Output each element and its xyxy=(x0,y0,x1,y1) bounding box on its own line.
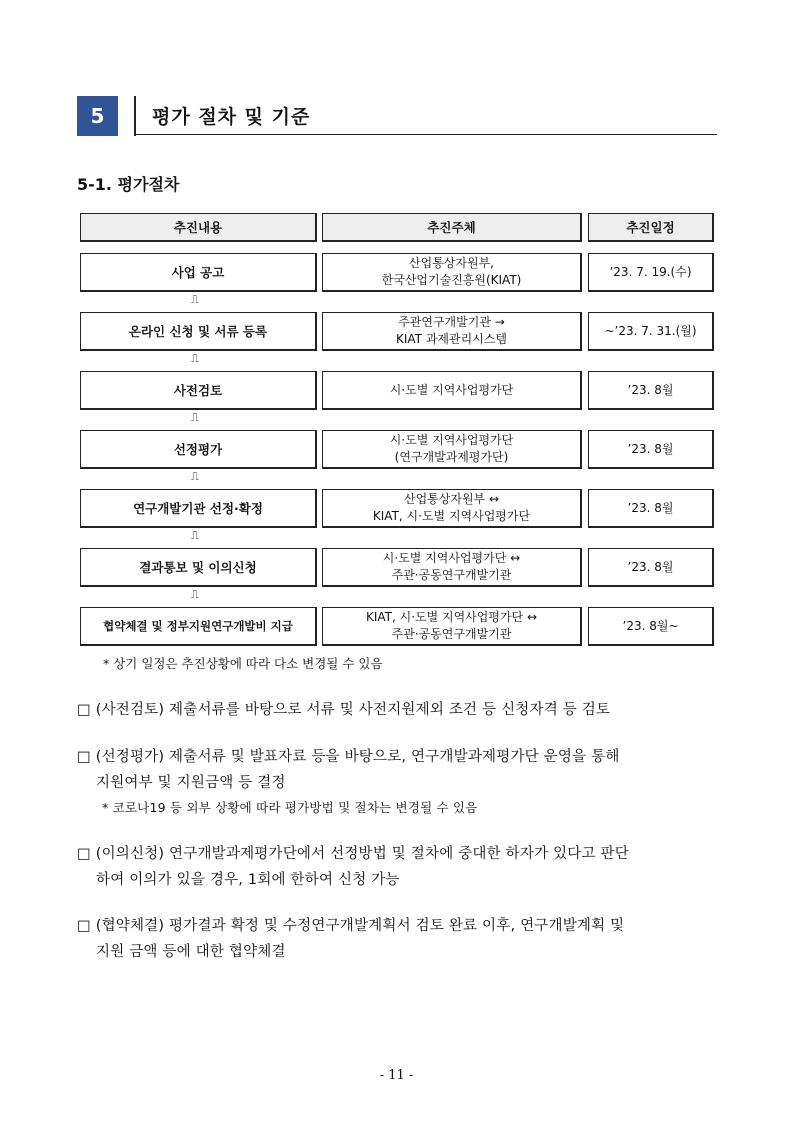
step-agent-3-line-1: 시·도별 지역사업평가단 xyxy=(389,382,514,397)
paragraph-note: * 코로나19 등 외부 상황에 따라 평가방법 및 절차는 변경될 수 있음 xyxy=(102,800,478,815)
step-content-2: 온라인 신청 및 서류 등록 xyxy=(80,312,317,351)
step-agent-3 xyxy=(322,371,582,410)
flow-arrow-icon: ⎍ xyxy=(191,293,199,306)
step-agent-4-line-1: 시·도별 지역사업평가단 xyxy=(389,433,514,447)
step-agent-1-line-2: 한국산업기술진흥원(KIAT) xyxy=(381,273,522,287)
step-agent-6-line-1: 시·도별 지역사업평가단 ↔ xyxy=(382,551,521,565)
paragraph-agreement xyxy=(77,913,717,965)
step-content-4: 선정평가 xyxy=(80,430,317,469)
step-agent-1-line-1: 산업통상자원부, xyxy=(409,256,494,270)
step-agent-2-line-1: 주관연구개발기관 → xyxy=(398,315,505,329)
step-content-6: 결과통보 및 이의신청 xyxy=(80,548,317,587)
step-schedule-5: ’23. 8월 xyxy=(588,489,714,528)
paragraph-line: 지원여부 및 지원금액 등 결정 xyxy=(96,775,286,791)
paragraph-line: □ (협약체결) 평가결과 확정 및 수정연구개발계획서 검토 완료 이후, 연구개발계획 및 xyxy=(77,918,625,934)
table-note: * 상기 일정은 추진상황에 따라 다소 변경될 수 있음 xyxy=(103,656,383,671)
step-schedule-3: ’23. 8월 xyxy=(588,371,714,410)
section-number: 5 xyxy=(77,96,118,136)
step-schedule-7: ’23. 8월~ xyxy=(588,607,714,646)
step-content-7: 협약체결 및 정부지원연구개발비 지급 xyxy=(80,607,317,646)
section-underline xyxy=(135,134,717,135)
table-header-schedule: 추진일정 xyxy=(588,213,714,242)
step-content-5: 연구개발기관 선정·확정 xyxy=(80,489,317,528)
step-agent-2 xyxy=(322,312,582,351)
step-schedule-1: ’23. 7. 19.(수) xyxy=(588,253,714,292)
page-number: - 11 - xyxy=(379,1068,414,1083)
step-agent-4-line-2: (연구개발과제평가단) xyxy=(394,450,509,464)
step-agent-6-line-2: 주관·공동연구개발기관 xyxy=(391,568,512,582)
section-title: 평가 절차 및 기준 xyxy=(152,106,311,128)
subsection-title: 5-1. 평가절차 xyxy=(77,175,180,194)
step-agent-5-line-1: 산업통상자원부 ↔ xyxy=(403,492,499,506)
step-schedule-6: ’23. 8월 xyxy=(588,548,714,587)
step-agent-7-line-1: KIAT, 시·도별 지역사업평가단 ↔ xyxy=(365,610,538,624)
step-agent-6 xyxy=(322,548,582,587)
step-agent-2-line-2: KIAT 과제관리시스템 xyxy=(396,332,507,346)
paragraph-line: 하여 이의가 있을 경우, 1회에 한하여 신청 가능 xyxy=(96,872,400,888)
flow-arrow-icon: ⎍ xyxy=(191,588,199,601)
flow-arrow-icon: ⎍ xyxy=(191,529,199,542)
step-agent-5-line-2: KIAT, 시·도별 지역사업평가단 xyxy=(372,509,531,523)
paragraph-line: □ (사전검토) 제출서류를 바탕으로 서류 및 사전지원제외 조건 등 신청자격 등 검토 xyxy=(77,702,611,718)
step-schedule-2: ~’23. 7. 31.(월) xyxy=(588,312,714,351)
table-header-content: 추진내용 xyxy=(80,213,317,242)
paragraph-objection xyxy=(77,841,717,893)
flow-arrow-icon: ⎍ xyxy=(191,411,199,424)
flow-arrow-icon: ⎍ xyxy=(191,470,199,483)
step-agent-7 xyxy=(322,607,582,646)
step-content-1: 사업 공고 xyxy=(80,253,317,292)
section-divider xyxy=(134,96,136,136)
paragraph-line: 지원 금액 등에 대한 협약체결 xyxy=(96,944,286,960)
paragraph-selection-evaluation xyxy=(77,744,717,820)
step-schedule-4: ’23. 8월 xyxy=(588,430,714,469)
step-agent-7-line-2: 주관·공동연구개발기관 xyxy=(391,627,512,641)
paragraph-line: □ (이의신청) 연구개발과제평가단에서 선정방법 및 절차에 중대한 하자가 있다고 판단 xyxy=(77,846,629,862)
paragraph-prescreening xyxy=(77,697,717,723)
step-content-3: 사전검토 xyxy=(80,371,317,410)
table-header-agent: 추진주체 xyxy=(322,213,582,242)
step-agent-5 xyxy=(322,489,582,528)
section-header xyxy=(77,96,717,136)
paragraph-line: □ (선정평가) 제출서류 및 발표자료 등을 바탕으로, 연구개발과제평가단 운영을 통해 xyxy=(77,749,620,765)
flow-arrow-icon: ⎍ xyxy=(191,352,199,365)
step-agent-1 xyxy=(322,253,582,292)
step-agent-4 xyxy=(322,430,582,469)
